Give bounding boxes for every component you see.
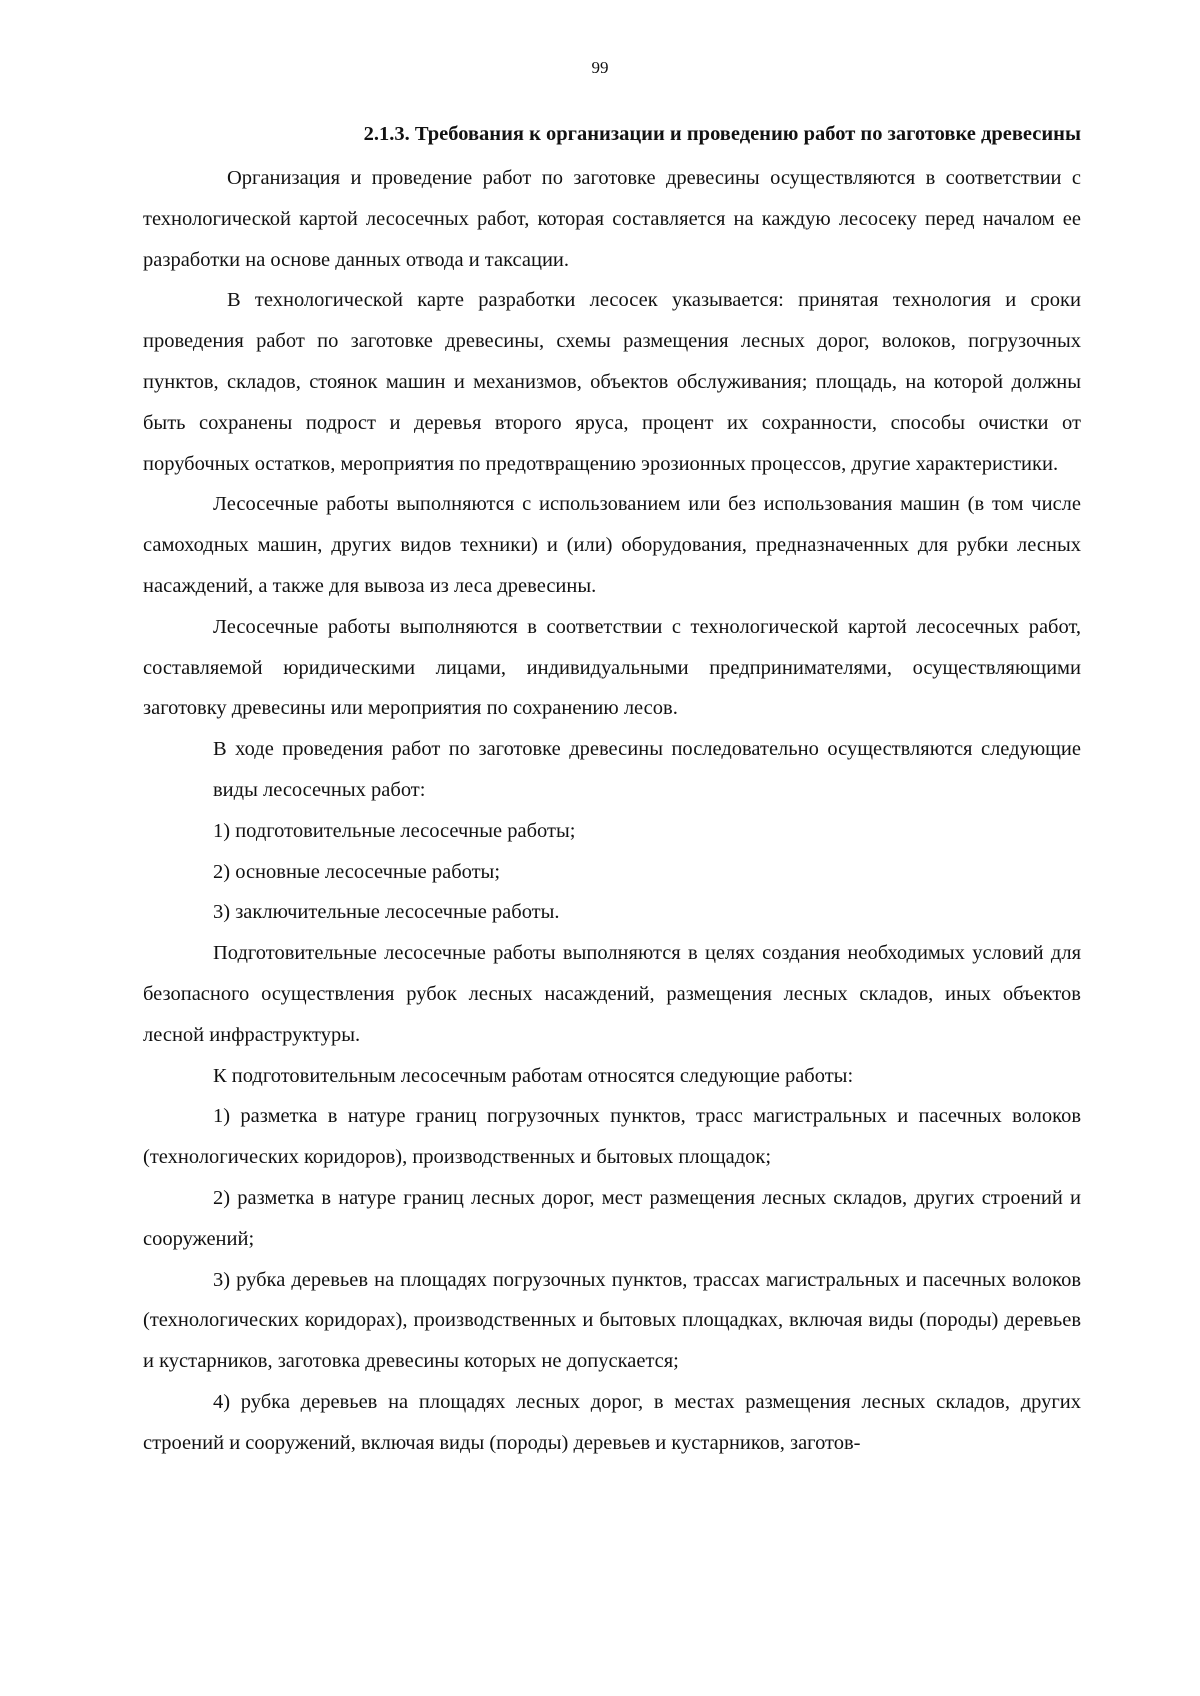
paragraph: Лесосечные работы выполняются в соответствии с технологической картой лесосечных работ, составляемой юридическими лицами, индивидуальными предпринимателями, осуществляющими заготовку древесины или мероприятия по сохранению лесов.	[143, 615, 1081, 720]
list-item: 2) разметка в натуре границ лесных дорог, мест размещения лесных складов, других строений и сооружений;	[143, 1186, 1081, 1250]
list-item: 1) разметка в натуре границ погрузочных пунктов, трасс магистральных и пасечных волоков (технологических коридоров), производственных и бытовых площадок;	[143, 1105, 1081, 1169]
paragraph: Лесосечные работы выполняются с использованием или без использования машин (в том числе самоходных машин, других видов техники) и (или) оборудования, предназначенных для рубки лесных насаждений, а также для вывоза из леса древесины.	[143, 493, 1081, 597]
page-number: 99	[591, 58, 609, 77]
list-item: 3) заключительные лесосечные работы.	[213, 901, 560, 924]
paragraph: Подготовительные лесосечные работы выполняются в целях создания необходимых условий для безопасного осуществления рубок лесных насаждений, размещения лесных складов, иных объектов лесной инфраструктуры.	[143, 942, 1081, 1046]
list-item: 3) рубка деревьев на площадях погрузочных пунктов, трассах магистральных и пасечных волоков (технологических коридорах), производственных и бытовых площадках, включая виды (породы) деревьев и кустарников, заготовка древесины которых не допускается;	[143, 1268, 1081, 1373]
section-heading: 2.1.3. Требования к организации и проведению работ по заготовке древесины	[363, 123, 1081, 145]
list-item: 4) рубка деревьев на площадях лесных дорог, в местах размещения лесных складов, других строений и сооружений, включая виды (породы) деревьев и кустарников, заготов-	[143, 1390, 1081, 1454]
list-item: 1) подготовительные лесосечные работы;	[213, 819, 576, 842]
paragraph: В ходе проведения работ по заготовке древесины последовательно осуществляются следующие виды лесосечных работ:	[213, 738, 1081, 801]
paragraph: Организация и проведение работ по заготовке древесины осуществляются в соответствии с технологической картой лесосечных работ, которая составляется на каждую лесосеку перед началом ее разработки на основе данных отвода и таксации.	[143, 167, 1081, 271]
page-content	[143, 112, 1081, 1464]
paragraph: К подготовительным лесосечным работам относятся следующие работы:	[213, 1064, 854, 1087]
paragraph: В технологической карте разработки лесосек указывается: принятая технология и сроки проведения работ по заготовке древесины, схемы размещения лесных дорог, волоков, погрузочных пунктов, складов, стоянок машин и механизмов, объектов обслуживания; площадь, на которой должны быть сохранены подрост и деревья второго яруса, процент их сохранности, способы очистки от порубочных остатков, мероприятия по предотвращению эрозионных процессов, другие характеристики.	[143, 289, 1081, 475]
list-item: 2) основные лесосечные работы;	[213, 860, 501, 883]
